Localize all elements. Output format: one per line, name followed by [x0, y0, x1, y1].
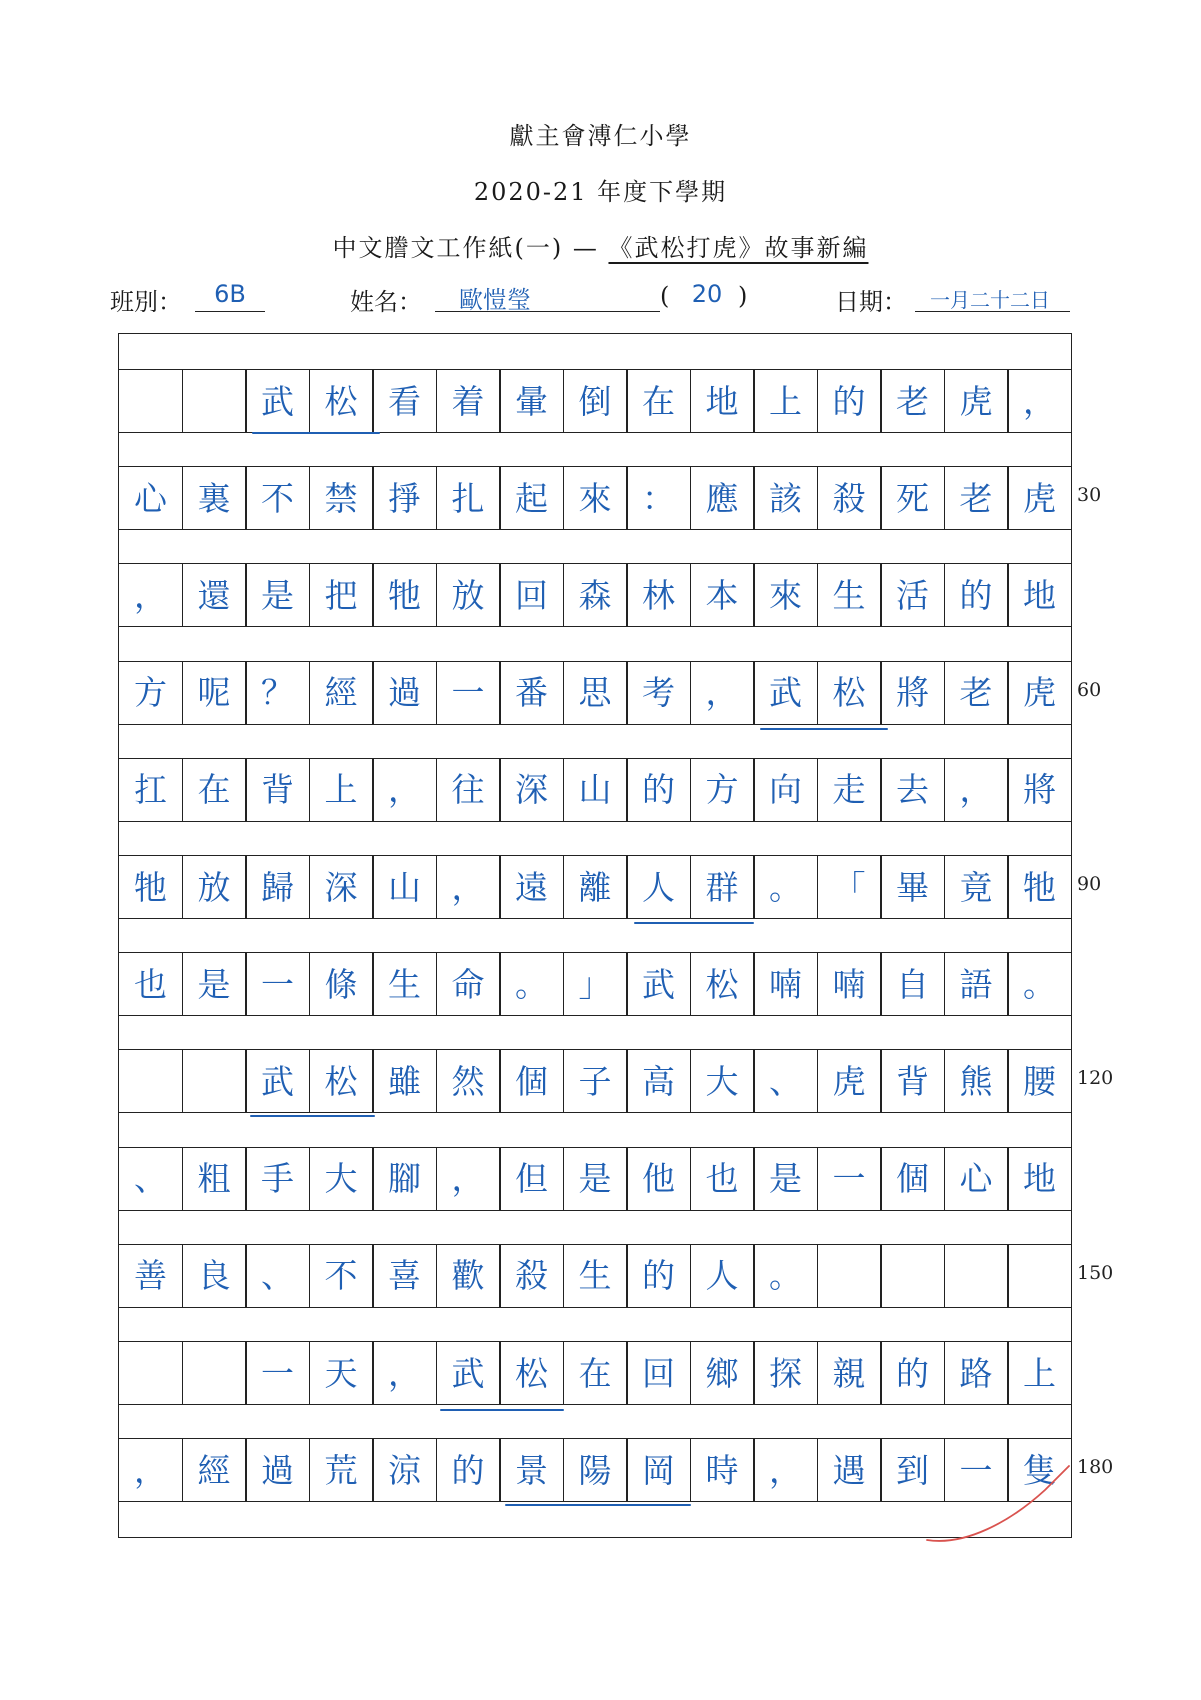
- grid-cell: 手: [245, 1147, 310, 1211]
- grid-row: [118, 855, 1072, 919]
- grid-cell: 暈: [499, 369, 564, 433]
- grid-cell: 一: [436, 661, 501, 725]
- grid-row: [118, 1244, 1072, 1308]
- grid-cell: 武: [436, 1341, 501, 1405]
- grid-cell: 掙: [372, 466, 437, 530]
- grid-cell: ，: [118, 1438, 183, 1502]
- grid-cell: 松: [817, 661, 882, 725]
- number-close-paren: ): [738, 282, 748, 310]
- grid-cell: 倒: [563, 369, 628, 433]
- grid-cell: 的: [626, 1244, 691, 1308]
- proper-noun-underline: [440, 1409, 564, 1411]
- grid-cell: [182, 1341, 247, 1405]
- grid-cell: 探: [753, 1341, 818, 1405]
- grid-cell: 松: [499, 1341, 564, 1405]
- grid-cell: 、: [118, 1147, 183, 1211]
- grid-cell: ，: [372, 1341, 437, 1405]
- grid-cell: 不: [309, 1244, 374, 1308]
- term-title: 2020-21 年度下學期: [473, 178, 728, 206]
- char-count-marker: 180: [1077, 1456, 1114, 1479]
- grid-cell: 地: [1007, 563, 1072, 627]
- grid-cell: 回: [626, 1341, 691, 1405]
- grid-cell: 地: [1007, 1147, 1072, 1211]
- grid-cell: 條: [309, 952, 374, 1016]
- grid-cell: ，: [944, 758, 1009, 822]
- grid-row: [118, 1049, 1072, 1113]
- grid-row: [118, 1147, 1072, 1211]
- grid-cell: 竟: [944, 855, 1009, 919]
- grid-cell: 老: [944, 466, 1009, 530]
- grid-cell: 然: [436, 1049, 501, 1113]
- grid-cell: 放: [182, 855, 247, 919]
- char-count-marker: 90: [1077, 873, 1102, 895]
- date-underline: [915, 311, 1070, 312]
- grid-cell: 應: [690, 466, 755, 530]
- grid-cell: 是: [563, 1147, 628, 1211]
- grid-row: [118, 1341, 1072, 1405]
- char-count-marker: 30: [1077, 484, 1102, 507]
- grid-cell: [118, 369, 183, 433]
- grid-cell: 心: [118, 466, 183, 530]
- grid-cell: 粗: [182, 1147, 247, 1211]
- grid-cell: 腰: [1007, 1049, 1072, 1113]
- grid-cell: 心: [944, 1147, 1009, 1211]
- grid-cell: [944, 1244, 1009, 1308]
- grid-cell: 虎: [944, 369, 1009, 433]
- grid-cell: 禁: [309, 466, 374, 530]
- grid-cell: 把: [309, 563, 374, 627]
- grid-cell: 時: [690, 1438, 755, 1502]
- grid-cell: 武: [626, 952, 691, 1016]
- grid-cell: 牠: [1007, 855, 1072, 919]
- grid-cell: 個: [499, 1049, 564, 1113]
- grid-cell: 向: [753, 758, 818, 822]
- grid-row: [118, 466, 1072, 530]
- grid-cell: 語: [944, 952, 1009, 1016]
- grid-cell: 自: [880, 952, 945, 1016]
- grid-cell: 荒: [309, 1438, 374, 1502]
- grid-cell: 」: [563, 952, 628, 1016]
- grid-cell: 裏: [182, 466, 247, 530]
- grid-cell: ，: [690, 661, 755, 725]
- grid-cell: 考: [626, 661, 691, 725]
- grid-cell: 到: [880, 1438, 945, 1502]
- grid-cell: ，: [753, 1438, 818, 1502]
- grid-cell: 老: [880, 369, 945, 433]
- grid-cell: 歡: [436, 1244, 501, 1308]
- grid-row: [118, 758, 1072, 822]
- grid-cell: 在: [563, 1341, 628, 1405]
- grid-cell: 陽: [563, 1438, 628, 1502]
- grid-cell: [182, 369, 247, 433]
- grid-cell: 武: [753, 661, 818, 725]
- grid-cell: 放: [436, 563, 501, 627]
- grid-cell: 還: [182, 563, 247, 627]
- grid-cell: 是: [245, 563, 310, 627]
- grid-cell: 遇: [817, 1438, 882, 1502]
- grid-cell: ，: [372, 758, 437, 822]
- grid-cell: ：: [626, 466, 691, 530]
- grid-row: [118, 661, 1072, 725]
- grid-cell: 人: [690, 1244, 755, 1308]
- grid-cell: 死: [880, 466, 945, 530]
- grid-cell: 番: [499, 661, 564, 725]
- proper-noun-underline: [250, 1115, 375, 1117]
- worksheet-theme: 《武松打虎》故事新編: [608, 234, 869, 262]
- grid-cell: 岡: [626, 1438, 691, 1502]
- grid-cell: 在: [626, 369, 691, 433]
- proper-noun-underline: [760, 728, 888, 730]
- grid-cell: 武: [245, 369, 310, 433]
- grid-cell: 殺: [817, 466, 882, 530]
- student-number: 20: [691, 280, 723, 308]
- char-count-marker: 150: [1077, 1261, 1114, 1284]
- grid-cell: 背: [880, 1049, 945, 1113]
- grid-cell: 、: [245, 1244, 310, 1308]
- grid-cell: 。: [1007, 952, 1072, 1016]
- grid-cell: 「: [817, 855, 882, 919]
- grid-cell: 。: [753, 855, 818, 919]
- grid-cell: 是: [753, 1147, 818, 1211]
- grid-cell: 不: [245, 466, 310, 530]
- grid-cell: 方: [690, 758, 755, 822]
- grid-cell: 人: [626, 855, 691, 919]
- grid-cell: 松: [309, 1049, 374, 1113]
- grid-cell: 呢: [182, 661, 247, 725]
- grid-cell: 山: [563, 758, 628, 822]
- grid-cell: 善: [118, 1244, 183, 1308]
- char-count-marker: 120: [1077, 1067, 1114, 1090]
- grid-cell: 鄉: [690, 1341, 755, 1405]
- date-label: 日期：: [835, 288, 907, 316]
- grid-cell: 上: [753, 369, 818, 433]
- grid-cell: 也: [690, 1147, 755, 1211]
- grid-cell: 將: [880, 661, 945, 725]
- grid-cell: 本: [690, 563, 755, 627]
- grid-cell: 生: [817, 563, 882, 627]
- grid-cell: 路: [944, 1341, 1009, 1405]
- class-underline: [195, 311, 265, 312]
- name-underline: [435, 311, 660, 312]
- worksheet-prefix: 中文謄文工作紙(一) —: [332, 234, 609, 262]
- grid-cell: 武: [245, 1049, 310, 1113]
- grid-cell: 活: [880, 563, 945, 627]
- char-count-marker: 60: [1077, 678, 1102, 701]
- grid-cell: [118, 1049, 183, 1113]
- grid-cell: 涼: [372, 1438, 437, 1502]
- grid-cell: ，: [1007, 369, 1072, 433]
- grid-cell: 經: [309, 661, 374, 725]
- grid-cell: 回: [499, 563, 564, 627]
- grid-cell: 背: [245, 758, 310, 822]
- grid-cell: 林: [626, 563, 691, 627]
- grid-cell: 他: [626, 1147, 691, 1211]
- grid-cell: 子: [563, 1049, 628, 1113]
- proper-noun-underline: [634, 922, 754, 924]
- grid-cell: [1007, 1244, 1072, 1308]
- school-title: 獻主會溥仁小學: [509, 122, 692, 150]
- grid-cell: ，: [436, 855, 501, 919]
- grid-cell: 群: [690, 855, 755, 919]
- name-value: 歐愷瑩: [459, 286, 531, 314]
- grid-cell: 一: [245, 952, 310, 1016]
- grid-cell: 隻: [1007, 1438, 1072, 1502]
- class-label: 班別：: [110, 288, 182, 316]
- class-value: 6B: [214, 280, 246, 308]
- grid-cell: 良: [182, 1244, 247, 1308]
- grid-cell: [880, 1244, 945, 1308]
- grid-cell: 天: [309, 1341, 374, 1405]
- grid-cell: [118, 1341, 183, 1405]
- name-label: 姓名：: [350, 288, 422, 316]
- grid-cell: 往: [436, 758, 501, 822]
- grid-cell: 着: [436, 369, 501, 433]
- grid-cell: ？: [245, 661, 310, 725]
- grid-cell: 的: [626, 758, 691, 822]
- grid-cell: [817, 1244, 882, 1308]
- grid-cell: ，: [436, 1147, 501, 1211]
- grid-cell: 山: [372, 855, 437, 919]
- correction-mark: [915, 1442, 1075, 1552]
- proper-noun-underline: [505, 1504, 691, 1506]
- grid-cell: ，: [118, 563, 183, 627]
- grid-cell: 過: [372, 661, 437, 725]
- grid-cell: 喜: [372, 1244, 437, 1308]
- grid-cell: 扎: [436, 466, 501, 530]
- grid-cell: 虎: [1007, 466, 1072, 530]
- proper-noun-underline: [252, 432, 380, 434]
- grid-cell: 熊: [944, 1049, 1009, 1113]
- grid-cell: 但: [499, 1147, 564, 1211]
- grid-cell: 虎: [1007, 661, 1072, 725]
- grid-cell: 的: [880, 1341, 945, 1405]
- grid-cell: 一: [817, 1147, 882, 1211]
- grid-cell: 歸: [245, 855, 310, 919]
- grid-cell: 命: [436, 952, 501, 1016]
- grid-cell: 殺: [499, 1244, 564, 1308]
- grid-cell: 森: [563, 563, 628, 627]
- grid-cell: 。: [753, 1244, 818, 1308]
- grid-cell: 牠: [118, 855, 183, 919]
- grid-cell: 過: [245, 1438, 310, 1502]
- grid-cell: 上: [309, 758, 374, 822]
- grid-cell: 經: [182, 1438, 247, 1502]
- grid-cell: 將: [1007, 758, 1072, 822]
- grid-cell: 。: [499, 952, 564, 1016]
- grid-row: [118, 563, 1072, 627]
- grid-cell: 牠: [372, 563, 437, 627]
- grid-cell: 走: [817, 758, 882, 822]
- grid-cell: 生: [372, 952, 437, 1016]
- grid-cell: 的: [944, 563, 1009, 627]
- grid-cell: 上: [1007, 1341, 1072, 1405]
- grid-cell: 松: [309, 369, 374, 433]
- grid-cell: 在: [182, 758, 247, 822]
- grid-cell: 來: [753, 563, 818, 627]
- grid-cell: 是: [182, 952, 247, 1016]
- grid-cell: 個: [880, 1147, 945, 1211]
- grid-cell: 方: [118, 661, 183, 725]
- grid-cell: 離: [563, 855, 628, 919]
- grid-cell: 的: [817, 369, 882, 433]
- grid-cell: 親: [817, 1341, 882, 1405]
- grid-cell: 大: [309, 1147, 374, 1211]
- grid-cell: 去: [880, 758, 945, 822]
- grid-cell: 該: [753, 466, 818, 530]
- grid-cell: 松: [690, 952, 755, 1016]
- grid-cell: 來: [563, 466, 628, 530]
- grid-cell: 、: [753, 1049, 818, 1113]
- grid-cell: 老: [944, 661, 1009, 725]
- grid-cell: 地: [690, 369, 755, 433]
- grid-cell: 也: [118, 952, 183, 1016]
- grid-cell: 一: [944, 1438, 1009, 1502]
- grid-cell: 腳: [372, 1147, 437, 1211]
- grid-cell: 起: [499, 466, 564, 530]
- grid-cell: 遠: [499, 855, 564, 919]
- grid-cell: 虎: [817, 1049, 882, 1113]
- grid-row: [118, 369, 1072, 433]
- grid-cell: 一: [245, 1341, 310, 1405]
- grid-cell: 喃: [753, 952, 818, 1016]
- grid-cell: 看: [372, 369, 437, 433]
- grid-cell: 思: [563, 661, 628, 725]
- grid-row: [118, 952, 1072, 1016]
- grid-cell: 扛: [118, 758, 183, 822]
- date-value: 一月二十二日: [930, 288, 1050, 312]
- grid-cell: 景: [499, 1438, 564, 1502]
- grid-cell: 的: [436, 1438, 501, 1502]
- grid-cell: 深: [309, 855, 374, 919]
- grid-cell: 高: [626, 1049, 691, 1113]
- number-open-paren: (: [660, 282, 670, 310]
- grid-cell: 大: [690, 1049, 755, 1113]
- grid-cell: [182, 1049, 247, 1113]
- grid-cell: 雖: [372, 1049, 437, 1113]
- worksheet-title: [0, 228, 1201, 263]
- grid-cell: 畢: [880, 855, 945, 919]
- grid-cell: 喃: [817, 952, 882, 1016]
- grid-cell: 生: [563, 1244, 628, 1308]
- grid-cell: 深: [499, 758, 564, 822]
